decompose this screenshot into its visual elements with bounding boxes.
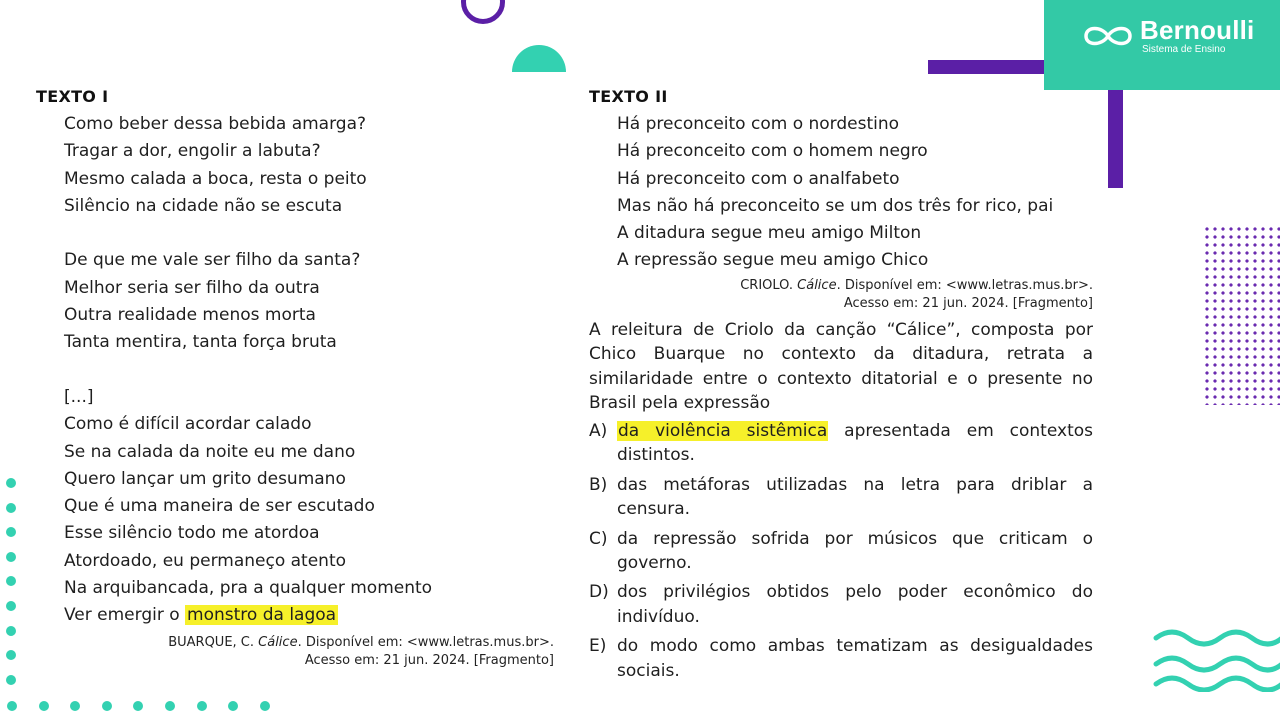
option-c[interactable] <box>589 527 1093 576</box>
poem-line: Há preconceito com o nordestino <box>617 114 900 134</box>
poem-line: Melhor seria ser filho da outra <box>64 277 320 298</box>
poem-line: Na arquibancada, pra a qualquer momento <box>64 578 433 599</box>
brand-name: Bernoulli <box>1140 15 1255 45</box>
option-d[interactable] <box>589 580 1093 629</box>
source-title: Cálice <box>797 278 837 293</box>
option-text: das metáforas utilizadas na letra para driblar a censura. <box>617 474 1093 520</box>
brand-logo-panel <box>1044 0 1280 90</box>
poem-line: Silêncio na cidade não se escuta <box>64 195 343 216</box>
poem-line: Mesmo calada a boca, resta o peito <box>64 168 367 189</box>
poem-line-text: Ver emergir o <box>64 605 186 626</box>
poem-line: De que me vale ser filho da santa? <box>64 250 361 271</box>
texto1-source <box>168 634 554 670</box>
poem-line: Como beber dessa bebida amarga? <box>64 114 367 134</box>
decorative-dot-column <box>6 478 16 699</box>
texto2-poem <box>617 111 1053 275</box>
poem-line: A ditadura segue meu amigo Milton <box>617 223 922 244</box>
option-b[interactable] <box>589 473 1093 522</box>
poem-line: Se na calada da noite eu me dano <box>64 441 356 462</box>
texto1-heading: TEXTO I <box>36 87 109 106</box>
option-letter: E) <box>589 636 607 657</box>
poem-line: Mas não há preconceito se um dos três for rico, pai <box>617 195 1054 216</box>
brand-tagline: Sistema de Ensino <box>1142 44 1226 55</box>
poem-line: Outra realidade menos morta <box>64 305 316 326</box>
option-letter: D) <box>589 582 609 603</box>
decorative-ring <box>461 0 505 24</box>
source-title: Cálice <box>258 635 298 650</box>
option-text: dos privilégios obtidos pelo poder econômico do indivíduo. <box>617 582 1093 627</box>
source-availability: . Disponível em: <www.letras.mus.br>. <box>836 278 1093 293</box>
source-access-date: Acesso em: 21 jun. 2024. [Fragmento] <box>843 296 1093 311</box>
option-text: da repressão sofrida por músicos que criticam o governo. <box>617 528 1093 574</box>
texto2-source <box>740 277 1093 313</box>
source-access-date: Acesso em: 21 jun. 2024. [Fragmento] <box>304 653 554 668</box>
source-author: BUARQUE, C. <box>168 635 259 650</box>
highlighted-text: da violência sistêmica <box>618 421 828 441</box>
poem-line-last <box>64 602 432 629</box>
option-e[interactable] <box>589 634 1093 683</box>
question-stem: A releitura de Criolo da canção “Cálice”, composta por Chico Buarque no contexto da ditadura, retrata a similaridade entre o contexto ditatorial e o presente no Brasil pela expressão <box>589 320 1093 414</box>
poem-line: Há preconceito com o homem negro <box>617 141 928 162</box>
poem-line: [...] <box>64 386 94 407</box>
poem-line: Quero lançar um grito desumano <box>64 468 346 489</box>
option-letter: B) <box>589 474 608 495</box>
decorative-waves <box>1152 628 1280 692</box>
decorative-dot-row <box>7 701 291 711</box>
option-a[interactable] <box>589 419 1093 468</box>
decorative-dot-grid <box>1203 225 1280 405</box>
poem-line: Tanta mentira, tanta força bruta <box>64 332 337 353</box>
answer-options <box>589 419 1093 683</box>
poem-line: Esse silêncio todo me atordoa <box>64 523 320 544</box>
option-letter: A) <box>589 421 608 441</box>
poem-line: Que é uma maneira de ser escutado <box>64 496 375 517</box>
poem-line: Tragar a dor, engolir a labuta? <box>64 141 321 162</box>
poem-line: Atordoado, eu permaneço atento <box>64 550 347 571</box>
option-letter: C) <box>589 528 608 549</box>
decorative-semicircle <box>512 45 566 72</box>
poem-line: A repressão segue meu amigo Chico <box>617 250 929 271</box>
texto2-heading: TEXTO II <box>589 87 668 106</box>
option-text: do modo como ambas tematizam as desigualdades sociais. <box>617 636 1093 681</box>
source-author: CRIOLO. <box>740 278 798 293</box>
infinity-icon <box>1080 23 1136 49</box>
texto1-poem <box>64 111 432 630</box>
highlighted-text: monstro da lagoa <box>187 605 337 626</box>
source-availability: . Disponível em: <www.letras.mus.br>. <box>297 635 554 650</box>
poem-line: Como é difícil acordar calado <box>64 414 312 435</box>
option-text-rest: apresentada em contextos distintos. <box>617 421 1093 466</box>
option-text <box>617 419 1093 468</box>
poem-line: Há preconceito com o analfabeto <box>617 168 900 189</box>
